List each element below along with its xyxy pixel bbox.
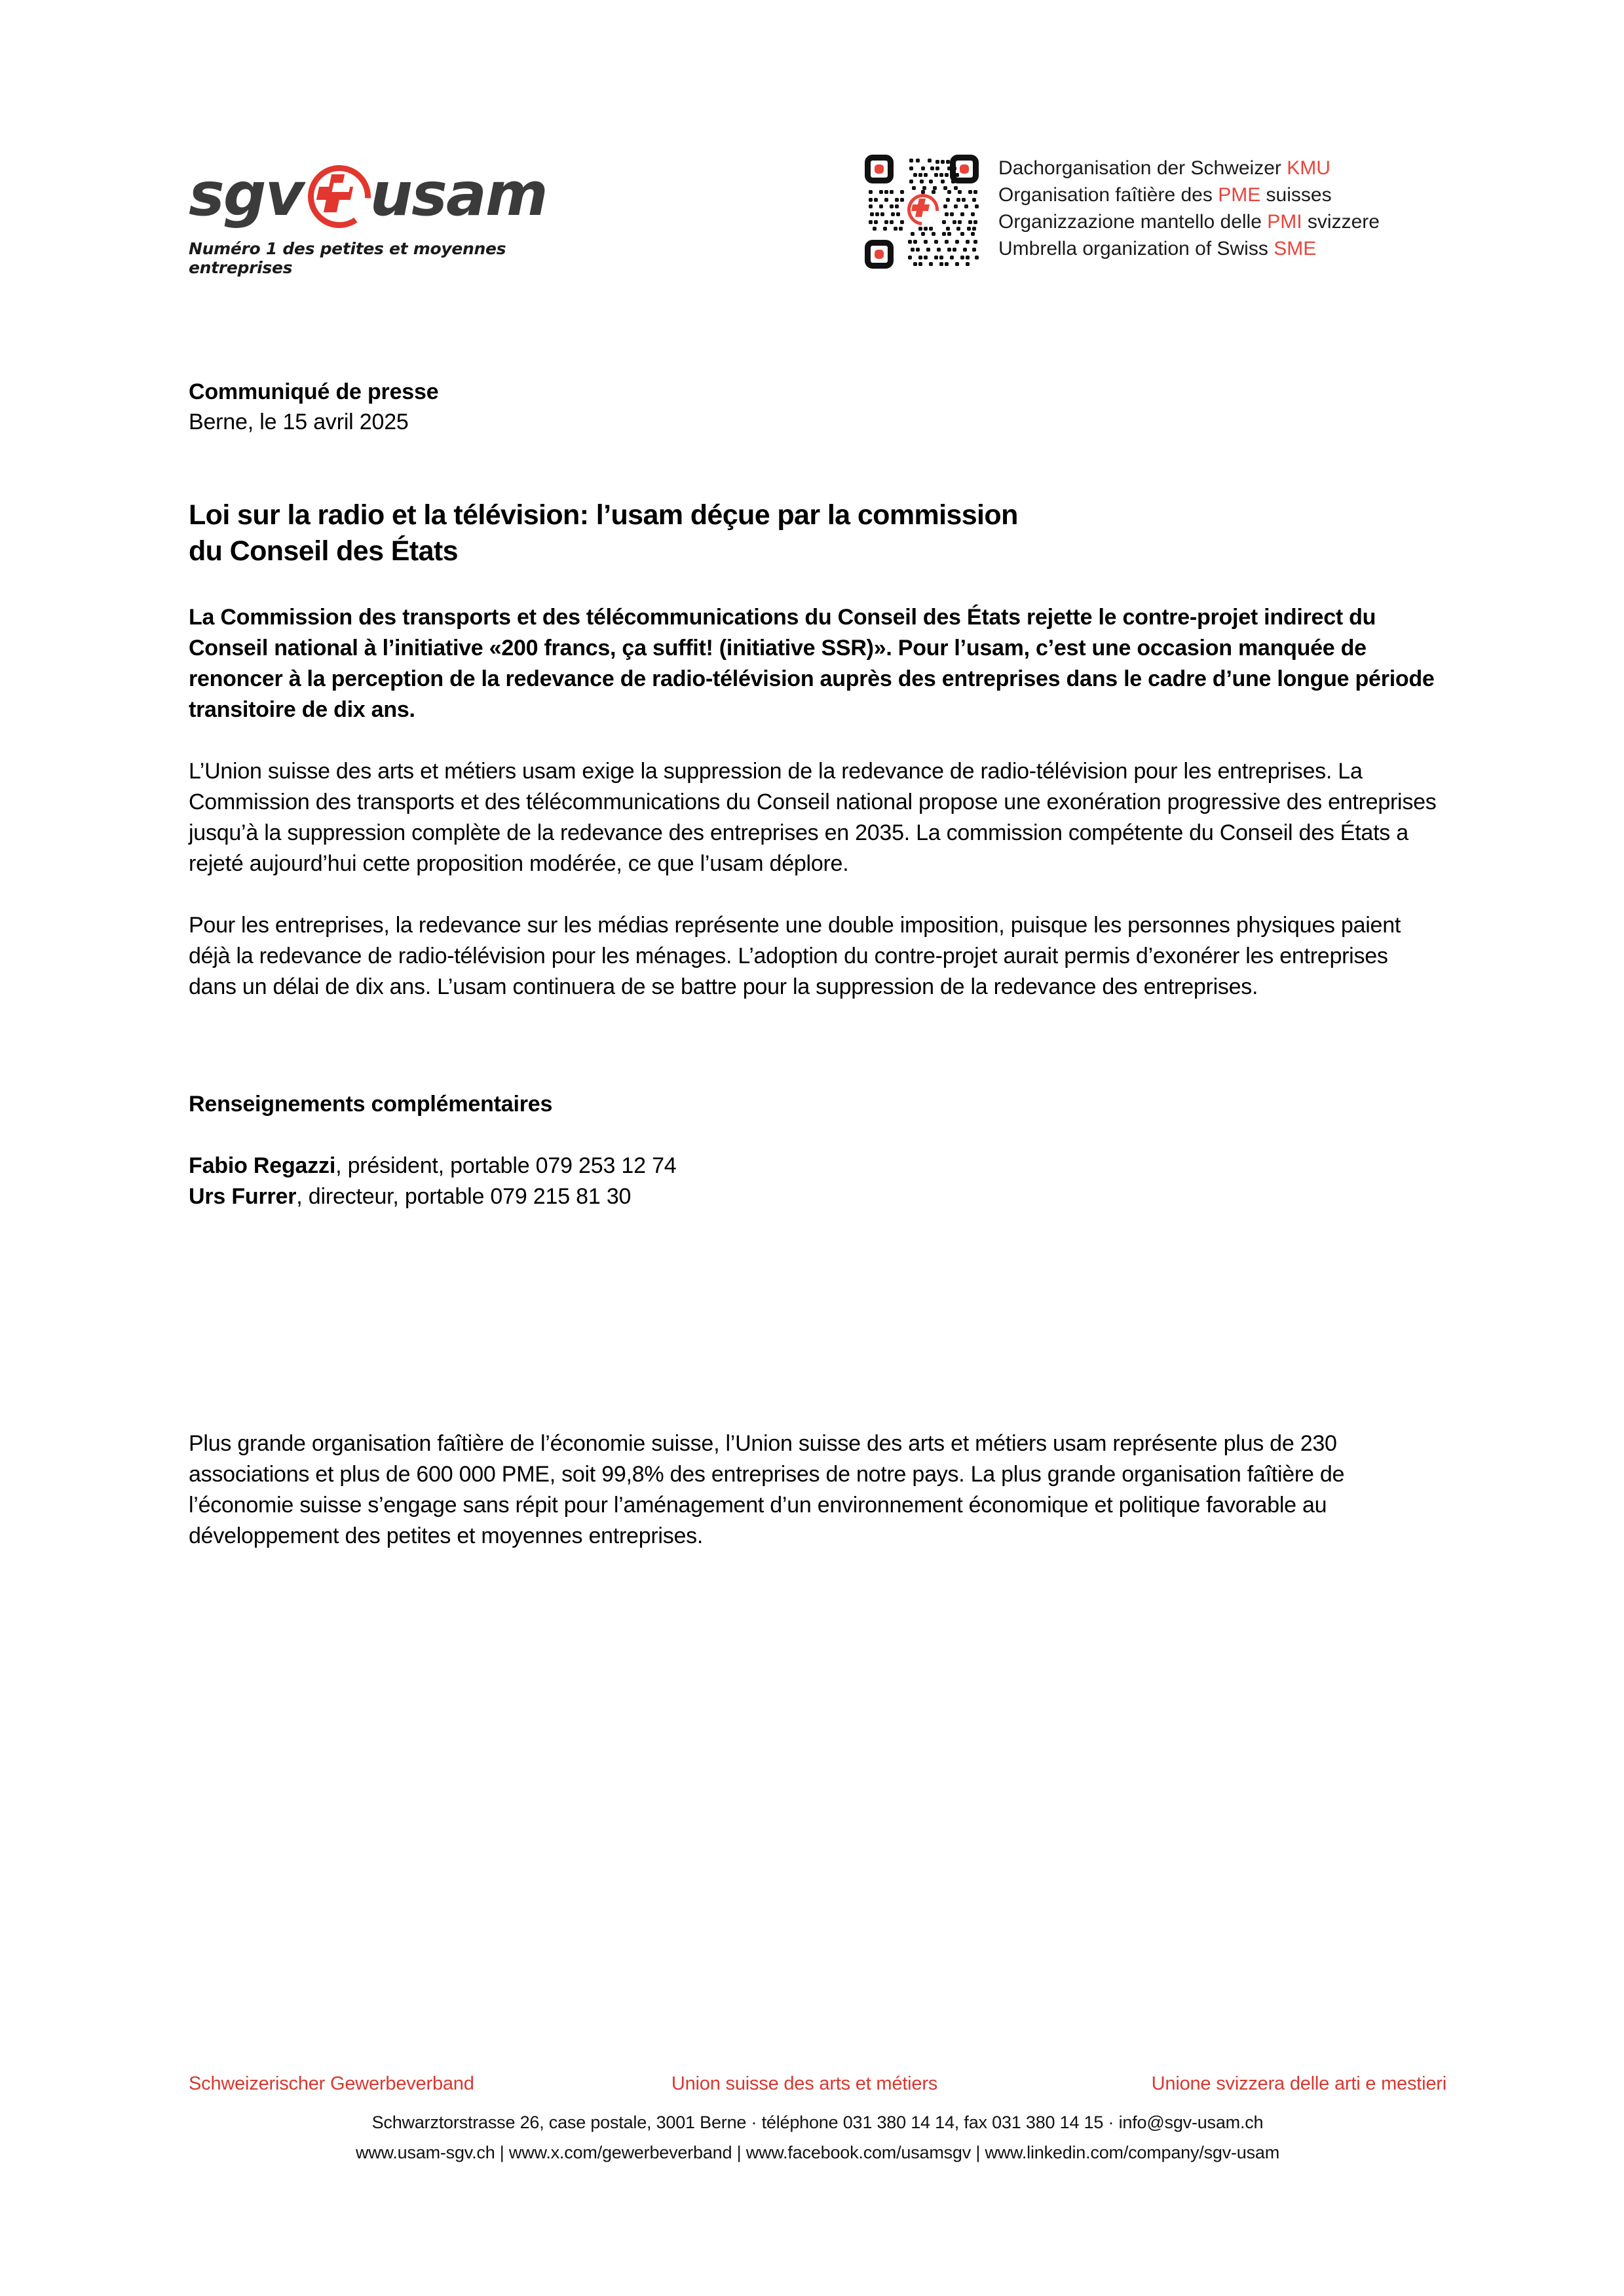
qr-center-usam-emblem-icon bbox=[906, 193, 937, 224]
release-place-date: Berne, le 15 avril 2025 bbox=[189, 410, 409, 434]
tagline-de-prefix: Dachorganisation der Schweizer bbox=[998, 157, 1287, 179]
document-footer bbox=[189, 2071, 1446, 2168]
footer-organization-names bbox=[189, 2071, 1446, 2097]
contact-detail-president: , président, portable 079 253 12 74 bbox=[335, 1153, 677, 1178]
logo-text-sgv: sgv bbox=[189, 159, 303, 229]
logo-wordmark bbox=[189, 159, 608, 230]
qr-finder-top-left bbox=[865, 155, 894, 183]
body-paragraph-2: Pour les entreprises, la redevance sur les médias représente une double imposition, puisque les personnes physiques paient déjà la redevance de radio-télévision pour les ménages. L’adoption du contre-projet aurait permis d’exonérer les entreprises dans un délai de dix ans. L’usam continuera de se battre pour la suppression de la redevance des entreprises. bbox=[189, 913, 1401, 999]
tagline-it-highlight: PMI bbox=[1267, 211, 1302, 233]
tagline-it-prefix: Organizzazione mantello delle bbox=[998, 211, 1268, 233]
tagline-it bbox=[998, 208, 1380, 235]
tagline-fr-highlight: PME bbox=[1218, 184, 1261, 206]
contact-name-president: Fabio Regazzi bbox=[189, 1153, 336, 1178]
logo-tagline: Numéro 1 des petites et moyennes entreprises bbox=[189, 239, 506, 277]
qr-header-block bbox=[862, 152, 1380, 271]
footer-org-fr: Union suisse des arts et métiers bbox=[671, 2073, 938, 2094]
tagline-en-highlight: SME bbox=[1274, 238, 1317, 259]
contact-section-title: Renseignements complémentaires bbox=[189, 1092, 553, 1117]
tagline-en bbox=[998, 235, 1380, 262]
contact-item-president bbox=[189, 1151, 1446, 1181]
tagline-fr-suffix: suisses bbox=[1260, 184, 1332, 206]
footer-org-it: Unione svizzera delle arti e mestieri bbox=[1151, 2073, 1446, 2094]
tagline-de bbox=[998, 155, 1380, 182]
body-paragraph-1: L’Union suisse des arts et métiers usam exige la suppression de la redevance de radio-télévision pour les entreprises. La Commission des transports et des télécommunications du Conseil national propose une exonération progressive des entreprises jusqu’à la suppression complète de la redevance des entreprises en 2035. La commission compétente du Conseil des États a rejeté aujourd’hui cette proposition modérée, ce que l’usam déplore. bbox=[189, 759, 1437, 876]
contact-detail-director: , directeur, portable 079 215 81 30 bbox=[296, 1184, 632, 1209]
page-title-line-2: du Conseil des États bbox=[189, 535, 458, 567]
page-title-line-1: Loi sur la radio et la télévision: l’usam déçue par la commission bbox=[189, 499, 1018, 531]
organization-taglines bbox=[998, 152, 1380, 262]
release-type-label: Communiqué de presse bbox=[189, 379, 439, 404]
document-body bbox=[189, 377, 1446, 1574]
boilerplate-paragraph: Plus grande organisation faîtière de l’économie suisse, l’Union suisse des arts et métiers usam représente plus de 230 associations et plus de 600 000 PME, soit 99,8% des entreprises de notre pays. La plus grande organisation faîtière de l’économie suisse s’engage sans répit pour l’aménagement d’un environnement économique et politique favorable au développement des petites et moyennes entreprises. bbox=[189, 1431, 1345, 1548]
lead-paragraph: La Commission des transports et des télécommunications du Conseil des États rejette le contre-projet indirect du Conseil national à l’initiative «200 francs, ça suffit! (initiative SSR)». Pour l’usam, c’est une occasion manquée de renoncer à la perception de la redevance de radio-télévision auprès des entreprises dans le cadre d’une longue période transitoire de dix ans. bbox=[189, 605, 1435, 722]
contact-list bbox=[189, 1151, 1446, 1212]
qr-finder-top-right bbox=[950, 155, 979, 183]
qr-finder-bottom-left bbox=[865, 240, 894, 269]
usam-logo bbox=[189, 159, 608, 277]
tagline-fr bbox=[998, 182, 1380, 208]
contact-item-director bbox=[189, 1181, 1446, 1212]
qr-code-icon[interactable] bbox=[862, 152, 981, 271]
logo-text-usam: usam bbox=[369, 159, 547, 229]
document-header bbox=[0, 0, 1624, 308]
usam-swiss-cross-emblem-icon bbox=[306, 163, 369, 226]
footer-address-line: Schwarztorstrasse 26, case postale, 3001 Berne · téléphone 031 380 14 14, fax 031 380 14 15 · info@sgv-usam.ch bbox=[371, 2113, 1264, 2132]
footer-links-line[interactable]: www.usam-sgv.ch | www.x.com/gewerbeverband | www.facebook.com/usamsgv | www.linkedin.com/company/sgv-usam bbox=[355, 2143, 1280, 2162]
page-title bbox=[189, 497, 1446, 569]
tagline-fr-prefix: Organisation faîtière des bbox=[998, 184, 1218, 206]
tagline-de-highlight: KMU bbox=[1287, 157, 1331, 179]
tagline-it-suffix: svizzere bbox=[1302, 211, 1380, 233]
footer-org-de: Schweizerischer Gewerbeverband bbox=[189, 2073, 474, 2094]
tagline-en-prefix: Umbrella organization of Swiss bbox=[998, 238, 1274, 259]
contact-name-director: Urs Furrer bbox=[189, 1184, 297, 1209]
